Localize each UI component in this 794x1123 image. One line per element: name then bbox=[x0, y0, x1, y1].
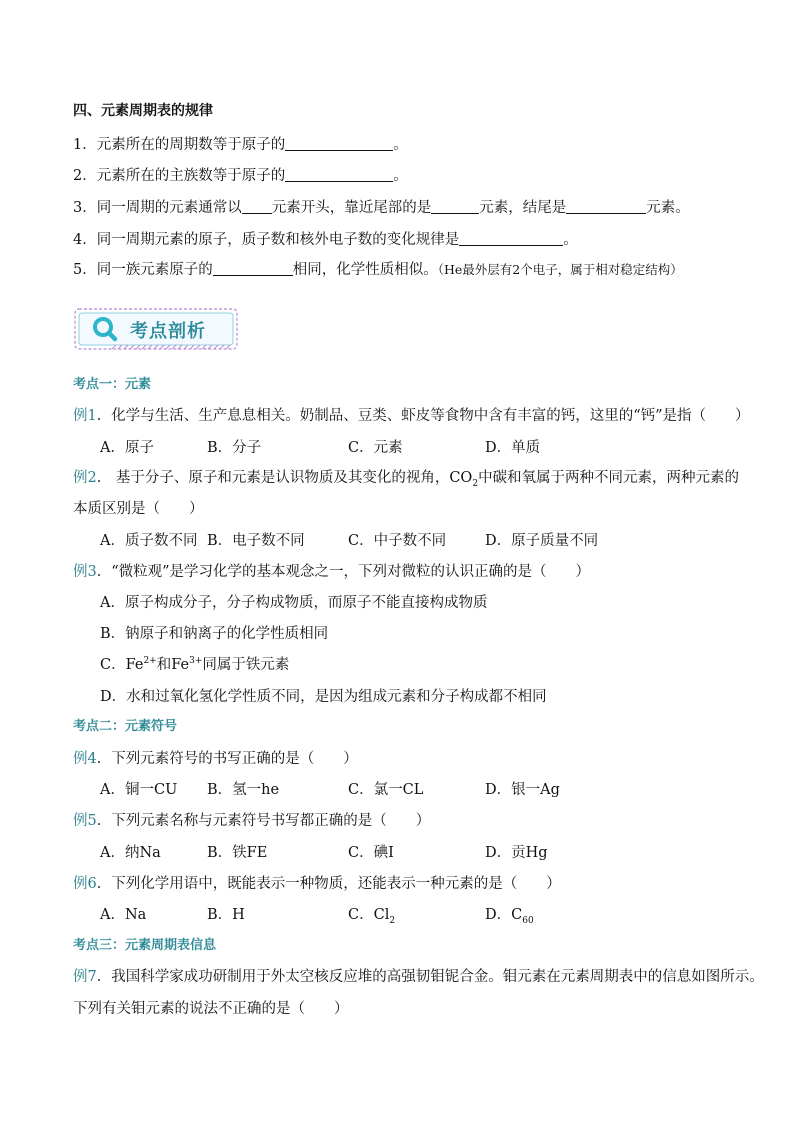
example-label: 例6 bbox=[73, 876, 97, 892]
rule-text: 2．元素所在的主族数等于原子的 bbox=[73, 168, 286, 184]
rule-text: 4．同一周期元素的原子，质子数和核外电子数的变化规律是 bbox=[73, 232, 460, 248]
option-text: 和Fe bbox=[156, 657, 190, 673]
rule-2 bbox=[73, 164, 408, 185]
fill-blank[interactable] bbox=[285, 167, 393, 182]
option-a[interactable]: A．Na bbox=[100, 907, 147, 923]
question-text: ．“微粒观”是学习化学的基本观念之一，下列对微粒的认识正确的是（ ） bbox=[96, 564, 591, 580]
rule-5 bbox=[73, 258, 683, 279]
option-a[interactable]: A．质子数不同 bbox=[100, 533, 198, 549]
option-b[interactable]: B．分子 bbox=[207, 440, 262, 456]
section-banner bbox=[72, 305, 242, 355]
rule-4 bbox=[73, 228, 578, 249]
superscript: 2+ bbox=[143, 656, 157, 667]
rule-text: 。 bbox=[393, 168, 408, 184]
rule-note: （He最外层有2个电子，属于相对稳定结构） bbox=[437, 262, 683, 277]
rule-3 bbox=[73, 196, 690, 217]
rule-text: 相同，化学性质相似。 bbox=[292, 262, 438, 278]
option-b[interactable]: B．氢一he bbox=[207, 782, 280, 798]
section-heading: 四、元素周期表的规律 bbox=[73, 103, 213, 119]
question-text: ．我国科学家成功研制用于外太空核反应堆的高强韧钼铌合金。钼元素在元素周期表中的信息如图所示。 bbox=[96, 969, 764, 985]
banner-title: 考点剖析 bbox=[130, 321, 206, 342]
option-b[interactable]: B．电子数不同 bbox=[207, 533, 305, 549]
option-c[interactable]: C．元素 bbox=[348, 440, 403, 456]
rule-text: 1．元素所在的周期数等于原子的 bbox=[73, 137, 286, 153]
rule-text: 5．同一族元素原子的 bbox=[73, 262, 213, 278]
option-a[interactable]: A．铜一CU bbox=[100, 782, 178, 798]
fill-blank[interactable] bbox=[566, 199, 646, 214]
question-text: ．下列元素符号的书写正确的是（ ） bbox=[96, 751, 358, 767]
rule-text: 元素，结尾是 bbox=[479, 200, 567, 216]
option-text: 同属于铁元素 bbox=[202, 657, 290, 673]
fill-blank[interactable] bbox=[459, 231, 563, 246]
option-b[interactable]: B．H bbox=[207, 907, 245, 923]
subscript: 2 bbox=[472, 478, 479, 489]
example-5 bbox=[73, 809, 430, 830]
example-label: 例5 bbox=[73, 813, 97, 829]
option-d[interactable]: D．原子质量不同 bbox=[485, 533, 599, 549]
option-d[interactable] bbox=[485, 903, 534, 926]
topic-heading: 考点二：元素符号 bbox=[73, 719, 178, 734]
option-c[interactable]: C．碘I bbox=[348, 845, 394, 861]
option-c[interactable] bbox=[100, 653, 289, 674]
rule-text: 。 bbox=[393, 137, 408, 153]
option-a[interactable]: A．原子 bbox=[100, 440, 154, 456]
option-text: C．Cl bbox=[348, 907, 390, 923]
superscript: 3+ bbox=[189, 656, 203, 667]
fill-blank[interactable] bbox=[285, 136, 393, 151]
fill-blank[interactable] bbox=[213, 261, 293, 276]
question-text: ． 基于分子、原子和元素是认识物质及其变化的视角，CO bbox=[96, 470, 473, 486]
rule-text: 元素开头，靠近尾部的是 bbox=[271, 200, 432, 216]
option-b[interactable]: B．铁FE bbox=[207, 845, 268, 861]
example-label: 例7 bbox=[73, 969, 97, 985]
option-c[interactable]: C．氯一CL bbox=[348, 782, 424, 798]
rule-1 bbox=[73, 133, 408, 154]
question-text: ．化学与生活、生产息息相关。奶制品、豆类、虾皮等食物中含有丰富的钙，这里的“钙”是指（ ） bbox=[96, 408, 750, 424]
example-2-line-2: 本质区别是（ ） bbox=[73, 501, 204, 517]
example-label: 例1 bbox=[73, 408, 97, 424]
topic-heading: 考点三：元素周期表信息 bbox=[73, 938, 217, 953]
rule-text: 元素。 bbox=[646, 200, 690, 216]
topic-heading: 考点一：元素 bbox=[73, 377, 152, 392]
option-d[interactable]: D．贡Hg bbox=[485, 845, 548, 861]
option-d[interactable]: D．单质 bbox=[485, 440, 541, 456]
question-text: ．下列元素名称与元素符号书写都正确的是（ ） bbox=[96, 813, 431, 829]
subscript: 2 bbox=[389, 915, 396, 926]
example-label: 例2 bbox=[73, 470, 97, 486]
option-b[interactable]: B．钠原子和钠离子的化学性质相同 bbox=[100, 626, 329, 642]
question-text: ．下列化学用语中，既能表示一种物质，还能表示一种元素的是（ ） bbox=[96, 876, 561, 892]
example-7 bbox=[73, 965, 764, 986]
rule-text: 。 bbox=[563, 232, 578, 248]
example-7-line-2: 下列有关钼元素的说法不正确的是（ ） bbox=[73, 1001, 349, 1017]
subscript: 60 bbox=[522, 915, 534, 926]
option-text: C．Fe bbox=[100, 657, 144, 673]
example-3 bbox=[73, 560, 590, 581]
option-d[interactable]: D．银一Ag bbox=[485, 782, 560, 798]
example-2 bbox=[73, 466, 739, 489]
option-c[interactable]: C．中子数不同 bbox=[348, 533, 447, 549]
fill-blank[interactable] bbox=[242, 199, 272, 214]
question-text: 中碳和氧属于两种不同元素，两种元素的 bbox=[478, 470, 740, 486]
example-label: 例4 bbox=[73, 751, 97, 767]
option-a[interactable]: A．原子构成分子，分子构成物质，而原子不能直接构成物质 bbox=[100, 595, 488, 611]
option-c[interactable] bbox=[348, 903, 395, 926]
example-4 bbox=[73, 747, 358, 768]
option-a[interactable]: A．纳Na bbox=[100, 845, 161, 861]
option-d[interactable]: D．水和过氧化氢化学性质不同，是因为组成元素和分子构成都不相同 bbox=[100, 689, 547, 705]
option-text: D．C bbox=[485, 907, 523, 923]
example-label: 例3 bbox=[73, 564, 97, 580]
fill-blank[interactable] bbox=[431, 199, 479, 214]
example-6 bbox=[73, 872, 561, 893]
example-1 bbox=[73, 404, 750, 425]
rule-text: 3．同一周期的元素通常以 bbox=[73, 200, 242, 216]
